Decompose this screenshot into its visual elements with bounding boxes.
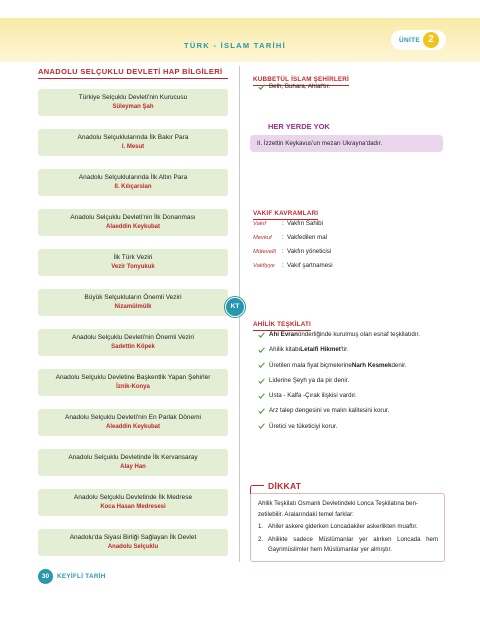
hap-item-topic: Anadolu Selçuklu Devletinde İlk Medrese <box>73 494 193 501</box>
list-item-text: denir. <box>391 361 407 369</box>
vakif-definition: Vakfın yöneticisi <box>287 248 332 255</box>
hap-item-topic: Anadolu'da Siyasi Birliği Sağlayan İlk Devlet <box>69 534 197 541</box>
hap-item-answer: Anadolu Selçuklu <box>107 544 159 550</box>
list-item <box>256 419 420 434</box>
dikkat-point-text: Ahilikte sadece Müslümanlar yer alırken Loncada hem Gayrimüslimler hem Müslümanlar yer almıştır. <box>268 535 438 553</box>
check-icon <box>258 347 265 353</box>
her-yerde-yok-box: II. İzzettin Keykavus'un mezarı Ukrayna'dadır. <box>250 135 443 152</box>
check-icon <box>258 393 265 399</box>
list-item-bold: Ahi Evran <box>269 331 298 338</box>
hap-item-answer: Koca Hasan Medresesi <box>100 504 166 510</box>
book-title: KEYİFLİ TARİH <box>57 573 106 580</box>
dikkat-point <box>258 535 438 556</box>
vakif-term: Mevkuf <box>253 235 272 241</box>
hap-item-topic: Anadolu Selçuklularında İlk Bakır Para <box>77 134 189 141</box>
dikkat-intro-line: zetilebilir. Aralarındaki temel farklar: <box>258 511 354 518</box>
hap-item <box>38 289 228 316</box>
list-item <box>256 342 420 357</box>
dikkat-box <box>250 493 445 562</box>
list-item <box>256 79 330 94</box>
check-icon <box>258 408 265 414</box>
hap-item-answer: Vezir Tonyukuk <box>111 264 155 270</box>
hap-item <box>38 129 228 156</box>
vakif-term-list <box>253 217 333 273</box>
hap-item-topic: Anadolu Selçuklu Devleti'nin İlk Donanması <box>70 214 196 221</box>
hap-item-topic: Anadolu Selçuklu Devleti'nin Önemli Veziri <box>72 334 194 341</box>
kubbetul-islam-list <box>256 79 330 94</box>
list-item <box>256 373 420 388</box>
hap-item-answer: İznik-Konya <box>116 384 150 390</box>
vakif-term-row <box>253 245 333 259</box>
kubbetul-islam-title: KUBBETÜL İSLAM ŞEHİRLERİ <box>253 76 349 86</box>
vakif-separator: : <box>282 248 284 255</box>
ahilik-title: AHİLİK TEŞKİLATI <box>253 321 311 331</box>
page-number: 30 <box>38 569 53 584</box>
vakif-term: Mütevelli <box>253 249 276 255</box>
check-icon <box>258 362 265 368</box>
keyifli-tarih-logo: KT <box>225 297 245 317</box>
hap-item-topic: İlk Türk Veziri <box>113 254 153 261</box>
vakif-definition: Vakfedilen mal <box>287 234 328 241</box>
list-item-text: Liderine Şeyh ya da pir denir. <box>269 376 350 384</box>
dikkat-point-text: Ahiler askere giderken Loncadakiler askerlikten muaftır. <box>268 523 418 530</box>
list-item-text: Üretilen mala fiyat biçmelerine <box>269 361 352 369</box>
dikkat-point-number: 2. <box>258 535 264 543</box>
hap-item <box>38 329 228 356</box>
hap-item <box>38 169 228 196</box>
list-item <box>256 388 420 403</box>
hap-item <box>38 209 228 236</box>
her-yerde-yok-title: HER YERDE YOK <box>268 122 330 131</box>
list-item-text: Arz talep dengesini ve malın kalitesini korur. <box>269 407 390 415</box>
list-item <box>256 327 420 342</box>
list-item-text: Ahilik kitabı <box>269 346 301 354</box>
list-item-text: Üretici ve tüketiciyi korur. <box>269 422 338 430</box>
hap-item-answer: Alay Han <box>120 464 146 470</box>
hap-item <box>38 89 228 116</box>
vakif-title: VAKIF KAVRAMLARI <box>253 210 318 220</box>
vakif-term-row <box>253 231 333 245</box>
hap-item <box>38 449 228 476</box>
list-item-text: 'tir. <box>340 346 349 354</box>
check-icon <box>258 378 265 384</box>
vakif-term-row <box>253 259 333 273</box>
list-item-text: Belh, Buhara, Ahlat'tır. <box>269 83 331 90</box>
hap-item-answer: II. Kılıçarslan <box>114 184 152 190</box>
list-item-bold: Letaifi Hikmet <box>300 346 341 354</box>
vakif-definition: Vakıf şartnamesi <box>287 262 333 269</box>
hap-item-topic: Anadolu Selçuklu Devletinde İlk Kervansaray <box>68 454 198 461</box>
hap-item-answer: I. Mesut <box>121 144 145 150</box>
list-item <box>256 358 420 373</box>
hap-item-topic: Anadolu Selçuklu Devletine Başkentlik Yapan Şehirler <box>55 374 211 381</box>
dikkat-point <box>258 522 438 533</box>
hap-item-topic: Türkiye Selçuklu Devleti'nin Kurucusu <box>78 94 188 101</box>
vakif-term-row <box>253 217 333 231</box>
list-item <box>256 403 420 418</box>
unit-label: ÜNİTE <box>399 36 420 44</box>
vakif-term: Vakfiyye <box>253 263 275 269</box>
dikkat-title: DİKKAT <box>268 481 302 491</box>
check-icon <box>258 84 265 90</box>
vakif-definition: Vakfın Sahibi <box>287 220 324 227</box>
vakif-separator: : <box>282 262 284 269</box>
hap-item-answer: Sadettin Köpek <box>111 344 155 350</box>
hap-item-answer: Aleaddin Keykubat <box>105 424 160 430</box>
hap-item-answer: Süleyman Şah <box>112 104 154 110</box>
dikkat-intro-line: Ahilik Teşkilatı Osmanlı Devletindeki Lonca Teşkilatına ben- <box>258 500 418 507</box>
hap-item-topic: Anadolu Selçuklu Devleti'nin En Parlak Dönemi <box>64 414 201 421</box>
page-header-title: TÜRK - İSLAM TARİHİ <box>183 41 287 50</box>
dikkat-point-number: 1. <box>258 523 264 530</box>
vakif-separator: : <box>282 220 284 227</box>
hap-item-topic: Büyük Selçukluların Önemli Veziri <box>84 294 182 301</box>
vakif-term: Vakıf <box>253 221 266 227</box>
ahilik-list <box>256 327 420 434</box>
hap-item <box>38 369 228 396</box>
hap-item-topic: Anadolu Selçuklularında İlk Altın Para <box>78 174 188 181</box>
unit-number: 2 <box>423 32 439 48</box>
list-item-text: önderliğinde kurulmuş olan esnaf teşkilatıdır. <box>297 331 420 338</box>
hap-bilgileri-title: ANADOLU SELÇUKLU DEVLETİ HAP BİLGİLERİ <box>38 67 228 79</box>
hap-item-answer: Alaeddin Keykubat <box>105 224 160 230</box>
hap-item <box>38 529 228 556</box>
check-icon <box>258 332 265 338</box>
vakif-separator: : <box>282 234 284 241</box>
hap-item <box>38 249 228 276</box>
unit-badge <box>391 30 446 50</box>
hap-item <box>38 489 228 516</box>
list-item-bold: Narh Kesmek <box>351 361 392 369</box>
list-item-text: Usta - Kalfa -Çırak ilişkisi vardır. <box>269 392 357 400</box>
check-icon <box>258 423 265 429</box>
hap-item-answer: Nizamülmülk <box>114 304 152 310</box>
hap-item <box>38 409 228 436</box>
